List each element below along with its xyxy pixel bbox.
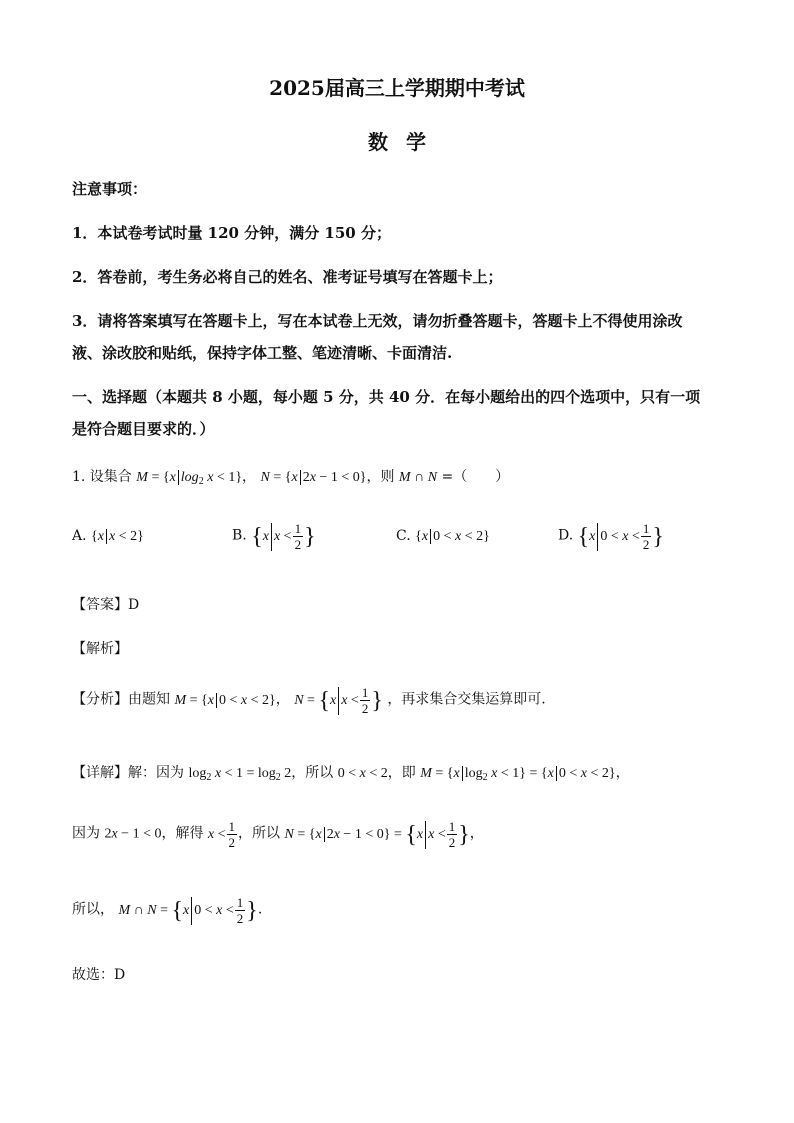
detail-line-2-mid: ，解得 bbox=[161, 825, 204, 842]
detail-line-1 bbox=[72, 762, 630, 783]
option-c-label: C. bbox=[396, 528, 411, 544]
option-b-set: {x x < $\frac{1}{2}$ } bbox=[251, 521, 316, 552]
detail-line-1-mid-1: ，所以 bbox=[291, 765, 334, 781]
note-item-2: 2．答卷前，考生务必将自己的姓名、准考证号填写在答题卡上； bbox=[72, 268, 503, 286]
note-item-3-line-2: 液、涂改胶和贴纸，保持字体工整、笔迹清晰、卡面清洁. bbox=[72, 344, 453, 362]
detail-line-2 bbox=[72, 820, 484, 849]
option-c bbox=[396, 528, 490, 545]
option-d bbox=[558, 522, 664, 551]
intersection-result: M ∩ N = {x 0 < x < $\frac{1}{2}$ } bbox=[118, 895, 258, 926]
option-c-set: {x 0 < x < 2} bbox=[415, 528, 490, 544]
exam-subject: 数学 bbox=[368, 130, 444, 154]
analysis-summary-prefix: 【分析】由题知 bbox=[72, 691, 170, 708]
x-solution: x < $\frac{1}{2}$ bbox=[207, 819, 236, 850]
option-a-set: {x x < 2} bbox=[91, 528, 144, 544]
option-a-label: A. bbox=[72, 528, 87, 544]
note-item-1: 1．本试卷考试时量 120 分钟，满分 150 分； bbox=[72, 224, 391, 242]
detail-line-1-prefix: 【详解】解：因为 bbox=[72, 765, 184, 781]
option-d-set: {x 0 < x < $\frac{1}{2}$ } bbox=[577, 521, 664, 552]
option-b bbox=[232, 522, 316, 551]
log-inequality: $\log_2 x < 1 = \log_2 2$ bbox=[188, 766, 292, 783]
question-1-blank: =（ ） bbox=[441, 469, 510, 485]
exam-title: 2025届高三上学期期中考试 bbox=[269, 76, 525, 100]
option-d-label: D. bbox=[558, 527, 574, 544]
linear-inequality: 2x − 1 < 0 bbox=[104, 826, 162, 842]
detail-line-1-end: ， bbox=[615, 765, 630, 781]
detail-line-2-prefix: 因为 bbox=[72, 825, 100, 842]
final-choice: 故选：D bbox=[72, 967, 126, 983]
question-1-comma: ， bbox=[242, 469, 257, 485]
detail-line-3-end: . bbox=[257, 901, 263, 918]
analysis-summary: 【分析】由题知 M = {x 0 < x < 2}， N = {x x < $\frac{1}{2}$ } ，再求集合交集运算即可. bbox=[72, 685, 546, 716]
analysis-summary-suffix: ，再求集合交集运算即可. bbox=[387, 691, 546, 708]
option-a bbox=[72, 528, 144, 545]
set-m-definition: M = {x $\log_2 x < 1$} bbox=[136, 469, 243, 487]
detail-set-m: M = {x $\log_2 x < 1\} = \{x$ 0 < x < 2} bbox=[420, 765, 616, 783]
analysis-label: 【解析】 bbox=[72, 641, 128, 657]
analysis-set-n: N = {x x < $\frac{1}{2}$ } bbox=[294, 685, 383, 716]
answer-label: 【答案】D bbox=[72, 597, 140, 613]
detail-line-1-mid-2: ，即 bbox=[387, 765, 416, 781]
detail-line-3 bbox=[72, 896, 262, 925]
detail-set-n: N = {x 2x − 1 < 0} = {x x < $\frac{1}{2}$ } bbox=[284, 819, 470, 850]
option-b-label: B. bbox=[232, 527, 247, 544]
section-heading-line-2: 是符合题目要求的．） bbox=[72, 420, 215, 438]
m-range: 0 < x < 2 bbox=[337, 766, 388, 781]
detail-line-3-prefix: 所以， bbox=[72, 901, 114, 918]
question-1-stem bbox=[72, 466, 509, 487]
note-item-3-line-1: 3．请将答案填写在答题卡上，写在本试卷上无效，请勿折叠答题卡，答题卡上不得使用涂改 bbox=[72, 312, 683, 330]
analysis-set-m: M = {x 0 < x < 2} bbox=[174, 692, 276, 708]
question-1-prefix: 1. 设集合 bbox=[72, 469, 132, 485]
set-n-definition: N = {x 2x − 1 < 0} bbox=[260, 469, 367, 485]
notes-heading: 注意事项： bbox=[72, 180, 148, 198]
detail-line-2-end: ， bbox=[469, 825, 484, 842]
intersection-expression: M ∩ N bbox=[398, 470, 438, 485]
section-heading-line-1: 一、选择题（本题共 8 小题，每小题 5 分，共 40 分．在每小题给出的四个选项中，只有一项 bbox=[72, 388, 701, 406]
question-1-then: ，则 bbox=[366, 469, 395, 485]
detail-line-2-mid-2: ，所以 bbox=[238, 825, 281, 842]
